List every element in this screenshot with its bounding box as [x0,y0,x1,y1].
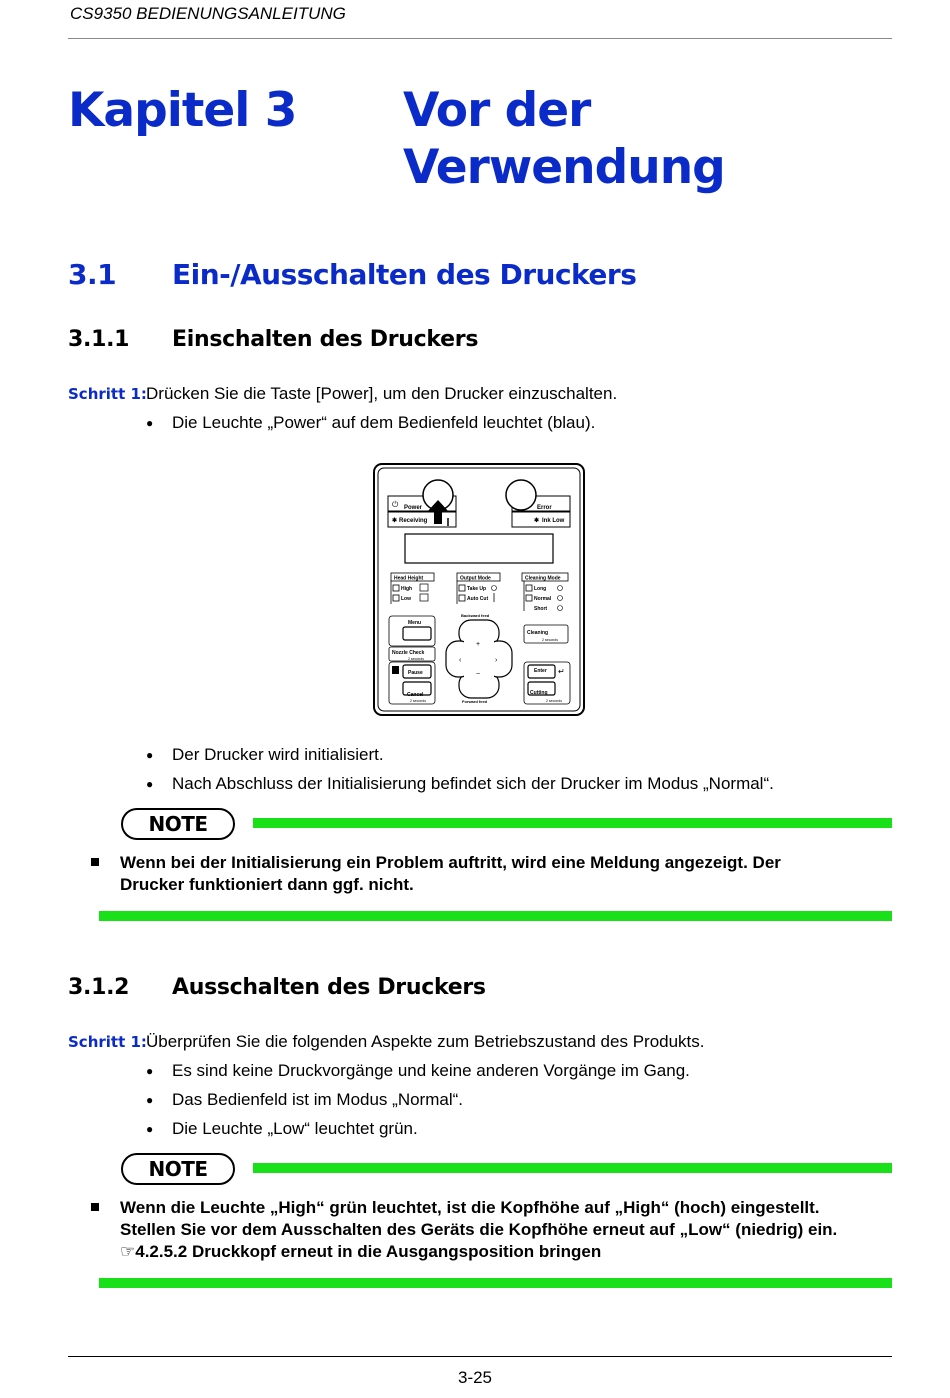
svg-text:Cutting: Cutting [530,690,548,696]
svg-text:›: › [495,657,498,664]
svg-text:2 seconds: 2 seconds [542,638,558,642]
subsection-number: 3.1.2 [68,975,130,1000]
note-bottom-bar [99,911,892,921]
power-symbol-icon: ⏻ [392,500,399,509]
panel-power: Power [404,505,423,511]
bullet-icon: ● [146,416,154,430]
pointing-hand-icon: ☞ [120,1242,136,1261]
svg-text:Long: Long [534,586,547,592]
svg-text:Menu: Menu [408,620,422,626]
bullet-icon: ● [146,777,154,791]
svg-text:↵: ↵ [558,667,565,676]
note-label: NOTE [121,1153,235,1185]
note-top-bar [253,818,892,828]
step-label: Schritt 1: [68,1033,147,1051]
chapter-title-line1: Vor der [403,83,591,138]
svg-text:Take Up: Take Up [467,586,487,592]
footer-rule [68,1356,892,1357]
bullet-text: Die Leuchte „Low“ leuchtet grün. [172,1119,418,1138]
error-button [506,480,536,510]
svg-text:2 seconds: 2 seconds [408,657,424,661]
bullet-icon: ● [146,748,154,762]
note-line: Wenn bei der Initialisierung ein Problem auftritt, wird eine Meldung angezeigt. Der [120,853,781,872]
svg-text:Nozzle Check: Nozzle Check [392,650,425,656]
svg-text:Normal: Normal [534,596,552,602]
note-reference[interactable] [120,1241,837,1263]
note-line: Drucker funktioniert dann ggf. nicht. [120,875,414,894]
svg-text:+: + [476,641,481,648]
svg-text:Forward feed: Forward feed [462,699,488,704]
section-number: 3.1 [68,258,117,291]
svg-text:Cleaning: Cleaning [527,630,549,636]
note-label: NOTE [121,808,235,840]
subsection-title: Einschalten des Druckers [172,327,479,352]
control-panel-illustration [372,462,586,718]
note-bullet-icon [91,858,99,866]
lcd-display [405,534,553,563]
chapter-title-line2: Verwendung [403,140,725,195]
header-rule [68,38,892,39]
svg-text:Low: Low [401,596,411,602]
svg-text:✱: ✱ [392,518,398,524]
note-bullet-icon [91,1203,99,1211]
menu-key [403,627,431,640]
svg-text:Backward feed: Backward feed [461,613,490,618]
chapter-number: Kapitel 3 [68,83,297,138]
svg-text:Head Height: Head Height [394,575,424,582]
svg-text:Cleaning Mode: Cleaning Mode [525,575,561,582]
svg-text:‹: ‹ [459,657,462,664]
bullet-icon: ● [146,1064,154,1078]
bullet-text: Es sind keine Druckvorgänge und keine anderen Vorgänge im Gang. [172,1061,690,1080]
svg-text:2 seconds: 2 seconds [410,699,426,703]
section-title: Ein-/Ausschalten des Druckers [172,258,637,291]
svg-text:✱: ✱ [534,518,540,524]
panel-error: Error [537,505,552,511]
svg-text:2 seconds: 2 seconds [546,699,562,703]
bullet-icon: ● [146,1093,154,1107]
page-number: 3-25 [457,1368,493,1387]
chapter-title [403,82,725,196]
svg-text:Output Mode: Output Mode [460,575,491,582]
subsection-title: Ausschalten des Druckers [172,975,486,1000]
panel-receiving: Receiving [399,518,428,524]
bullet-text: Nach Abschluss der Initialisierung befindet sich der Drucker im Modus „Normal“. [172,774,774,793]
svg-text:Auto Cut: Auto Cut [467,596,489,602]
bullet-text: Die Leuchte „Power“ auf dem Bedienfeld leuchtet (blau). [172,413,596,432]
note-text [120,852,781,896]
step-text: Überprüfen Sie die folgenden Aspekte zum Betriebszustand des Produkts. [146,1032,705,1051]
note-line: Wenn die Leuchte „High“ grün leuchtet, ist die Kopfhöhe auf „High“ (hoch) eingestellt. [120,1198,820,1217]
bullet-text: Der Drucker wird initialisiert. [172,745,384,764]
document-header: CS9350 BEDIENUNGSANLEITUNG [70,4,346,23]
svg-text:−: − [476,671,481,678]
svg-text:Enter: Enter [534,668,547,674]
step-label: Schritt 1: [68,385,147,403]
step-text: Drücken Sie die Taste [Power], um den Drucker einzuschalten. [146,384,618,403]
panel-ink-low: Ink Low [542,518,565,524]
reference-link[interactable]: 4.2.5.2 Druckkopf erneut in die Ausgangsposition bringen [135,1242,602,1261]
svg-text:High: High [401,586,413,592]
subsection-number: 3.1.1 [68,327,130,352]
note-text [120,1197,837,1263]
note-line: Stellen Sie vor dem Ausschalten des Geräts die Kopfhöhe erneut auf „Low“ (niedrig) ein. [120,1220,838,1239]
svg-text:Cancel: Cancel [407,692,424,698]
svg-text:Short: Short [534,606,548,612]
note-top-bar [253,1163,892,1173]
note-bottom-bar [99,1278,892,1288]
bullet-icon: ● [146,1122,154,1136]
svg-text:Pause: Pause [408,670,423,676]
bullet-text: Das Bedienfeld ist im Modus „Normal“. [172,1090,463,1109]
